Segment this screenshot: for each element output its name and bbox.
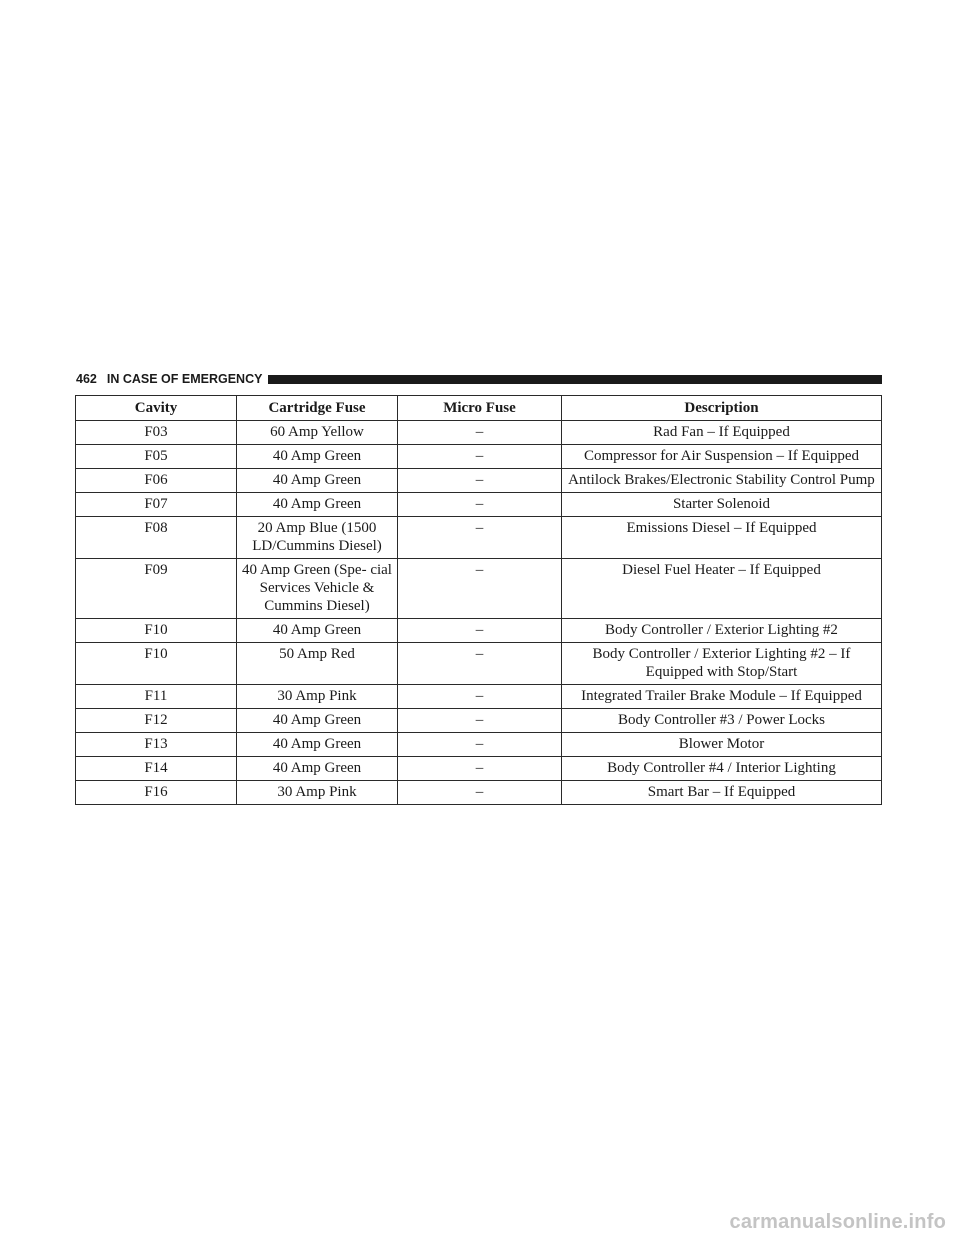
description-cell: Rad Fan – If Equipped [562, 421, 882, 445]
description-cell: Body Controller #3 / Power Locks [562, 709, 882, 733]
micro-fuse-cell: – [398, 469, 562, 493]
description-cell: Starter Solenoid [562, 493, 882, 517]
cartridge-fuse-cell: 40 Amp Green [237, 619, 398, 643]
cartridge-fuse-cell: 40 Amp Green [237, 709, 398, 733]
table-row [76, 757, 882, 781]
cavity-cell: F13 [76, 733, 237, 757]
column-header-cartridge-fuse: Cartridge Fuse [237, 396, 398, 421]
fuse-table-body [76, 421, 882, 805]
micro-fuse-cell: – [398, 619, 562, 643]
cartridge-fuse-cell: 40 Amp Green [237, 469, 398, 493]
cavity-cell: F05 [76, 445, 237, 469]
table-row [76, 469, 882, 493]
cavity-cell: F08 [76, 517, 237, 559]
description-cell: Body Controller / Exterior Lighting #2 [562, 619, 882, 643]
micro-fuse-cell: – [398, 709, 562, 733]
section-title: IN CASE OF EMERGENCY [106, 372, 263, 386]
cavity-cell: F03 [76, 421, 237, 445]
cartridge-fuse-cell: 40 Amp Green [237, 733, 398, 757]
micro-fuse-cell: – [398, 757, 562, 781]
micro-fuse-cell: – [398, 685, 562, 709]
column-header-description: Description [562, 396, 882, 421]
table-row [76, 559, 882, 619]
description-cell: Smart Bar – If Equipped [562, 781, 882, 805]
description-cell: Antilock Brakes/Electronic Stability Control Pump [562, 469, 882, 493]
description-cell: Diesel Fuel Heater – If Equipped [562, 559, 882, 619]
table-row [76, 517, 882, 559]
cartridge-fuse-cell: 30 Amp Pink [237, 685, 398, 709]
cavity-cell: F10 [76, 643, 237, 685]
cartridge-fuse-cell: 50 Amp Red [237, 643, 398, 685]
micro-fuse-cell: – [398, 517, 562, 559]
micro-fuse-cell: – [398, 421, 562, 445]
cartridge-fuse-cell: 60 Amp Yellow [237, 421, 398, 445]
cartridge-fuse-cell: 40 Amp Green [237, 493, 398, 517]
micro-fuse-cell: – [398, 445, 562, 469]
table-row [76, 643, 882, 685]
cavity-cell: F07 [76, 493, 237, 517]
table-row [76, 733, 882, 757]
header-rule [268, 375, 882, 384]
cavity-cell: F10 [76, 619, 237, 643]
column-header-cavity: Cavity [76, 396, 237, 421]
cavity-cell: F12 [76, 709, 237, 733]
fuse-table [75, 395, 882, 805]
cavity-cell: F06 [76, 469, 237, 493]
table-row [76, 781, 882, 805]
cartridge-fuse-cell: 20 Amp Blue (1500 LD/Cummins Diesel) [237, 517, 398, 559]
cartridge-fuse-cell: 40 Amp Green [237, 445, 398, 469]
site-watermark: carmanualsonline.info [729, 1211, 946, 1233]
description-cell: Body Controller / Exterior Lighting #2 – If Equipped with Stop/Start [562, 643, 882, 685]
table-row [76, 421, 882, 445]
description-cell: Integrated Trailer Brake Module – If Equipped [562, 685, 882, 709]
table-row [76, 709, 882, 733]
page-header [76, 368, 882, 390]
cavity-cell: F14 [76, 757, 237, 781]
table-row [76, 619, 882, 643]
cartridge-fuse-cell: 30 Amp Pink [237, 781, 398, 805]
table-row [76, 493, 882, 517]
cavity-cell: F09 [76, 559, 237, 619]
description-cell: Compressor for Air Suspension – If Equipped [562, 445, 882, 469]
description-cell: Blower Motor [562, 733, 882, 757]
micro-fuse-cell: – [398, 643, 562, 685]
column-header-micro-fuse: Micro Fuse [398, 396, 562, 421]
cavity-cell: F16 [76, 781, 237, 805]
description-cell: Emissions Diesel – If Equipped [562, 517, 882, 559]
table-header-row [76, 396, 882, 421]
micro-fuse-cell: – [398, 733, 562, 757]
cartridge-fuse-cell: 40 Amp Green (Spe- cial Services Vehicle & Cummins Diesel) [237, 559, 398, 619]
cartridge-fuse-cell: 40 Amp Green [237, 757, 398, 781]
description-cell: Body Controller #4 / Interior Lighting [562, 757, 882, 781]
table-row [76, 685, 882, 709]
table-row [76, 445, 882, 469]
cavity-cell: F11 [76, 685, 237, 709]
micro-fuse-cell: – [398, 559, 562, 619]
page-number: 462 [76, 372, 97, 386]
micro-fuse-cell: – [398, 493, 562, 517]
micro-fuse-cell: – [398, 781, 562, 805]
